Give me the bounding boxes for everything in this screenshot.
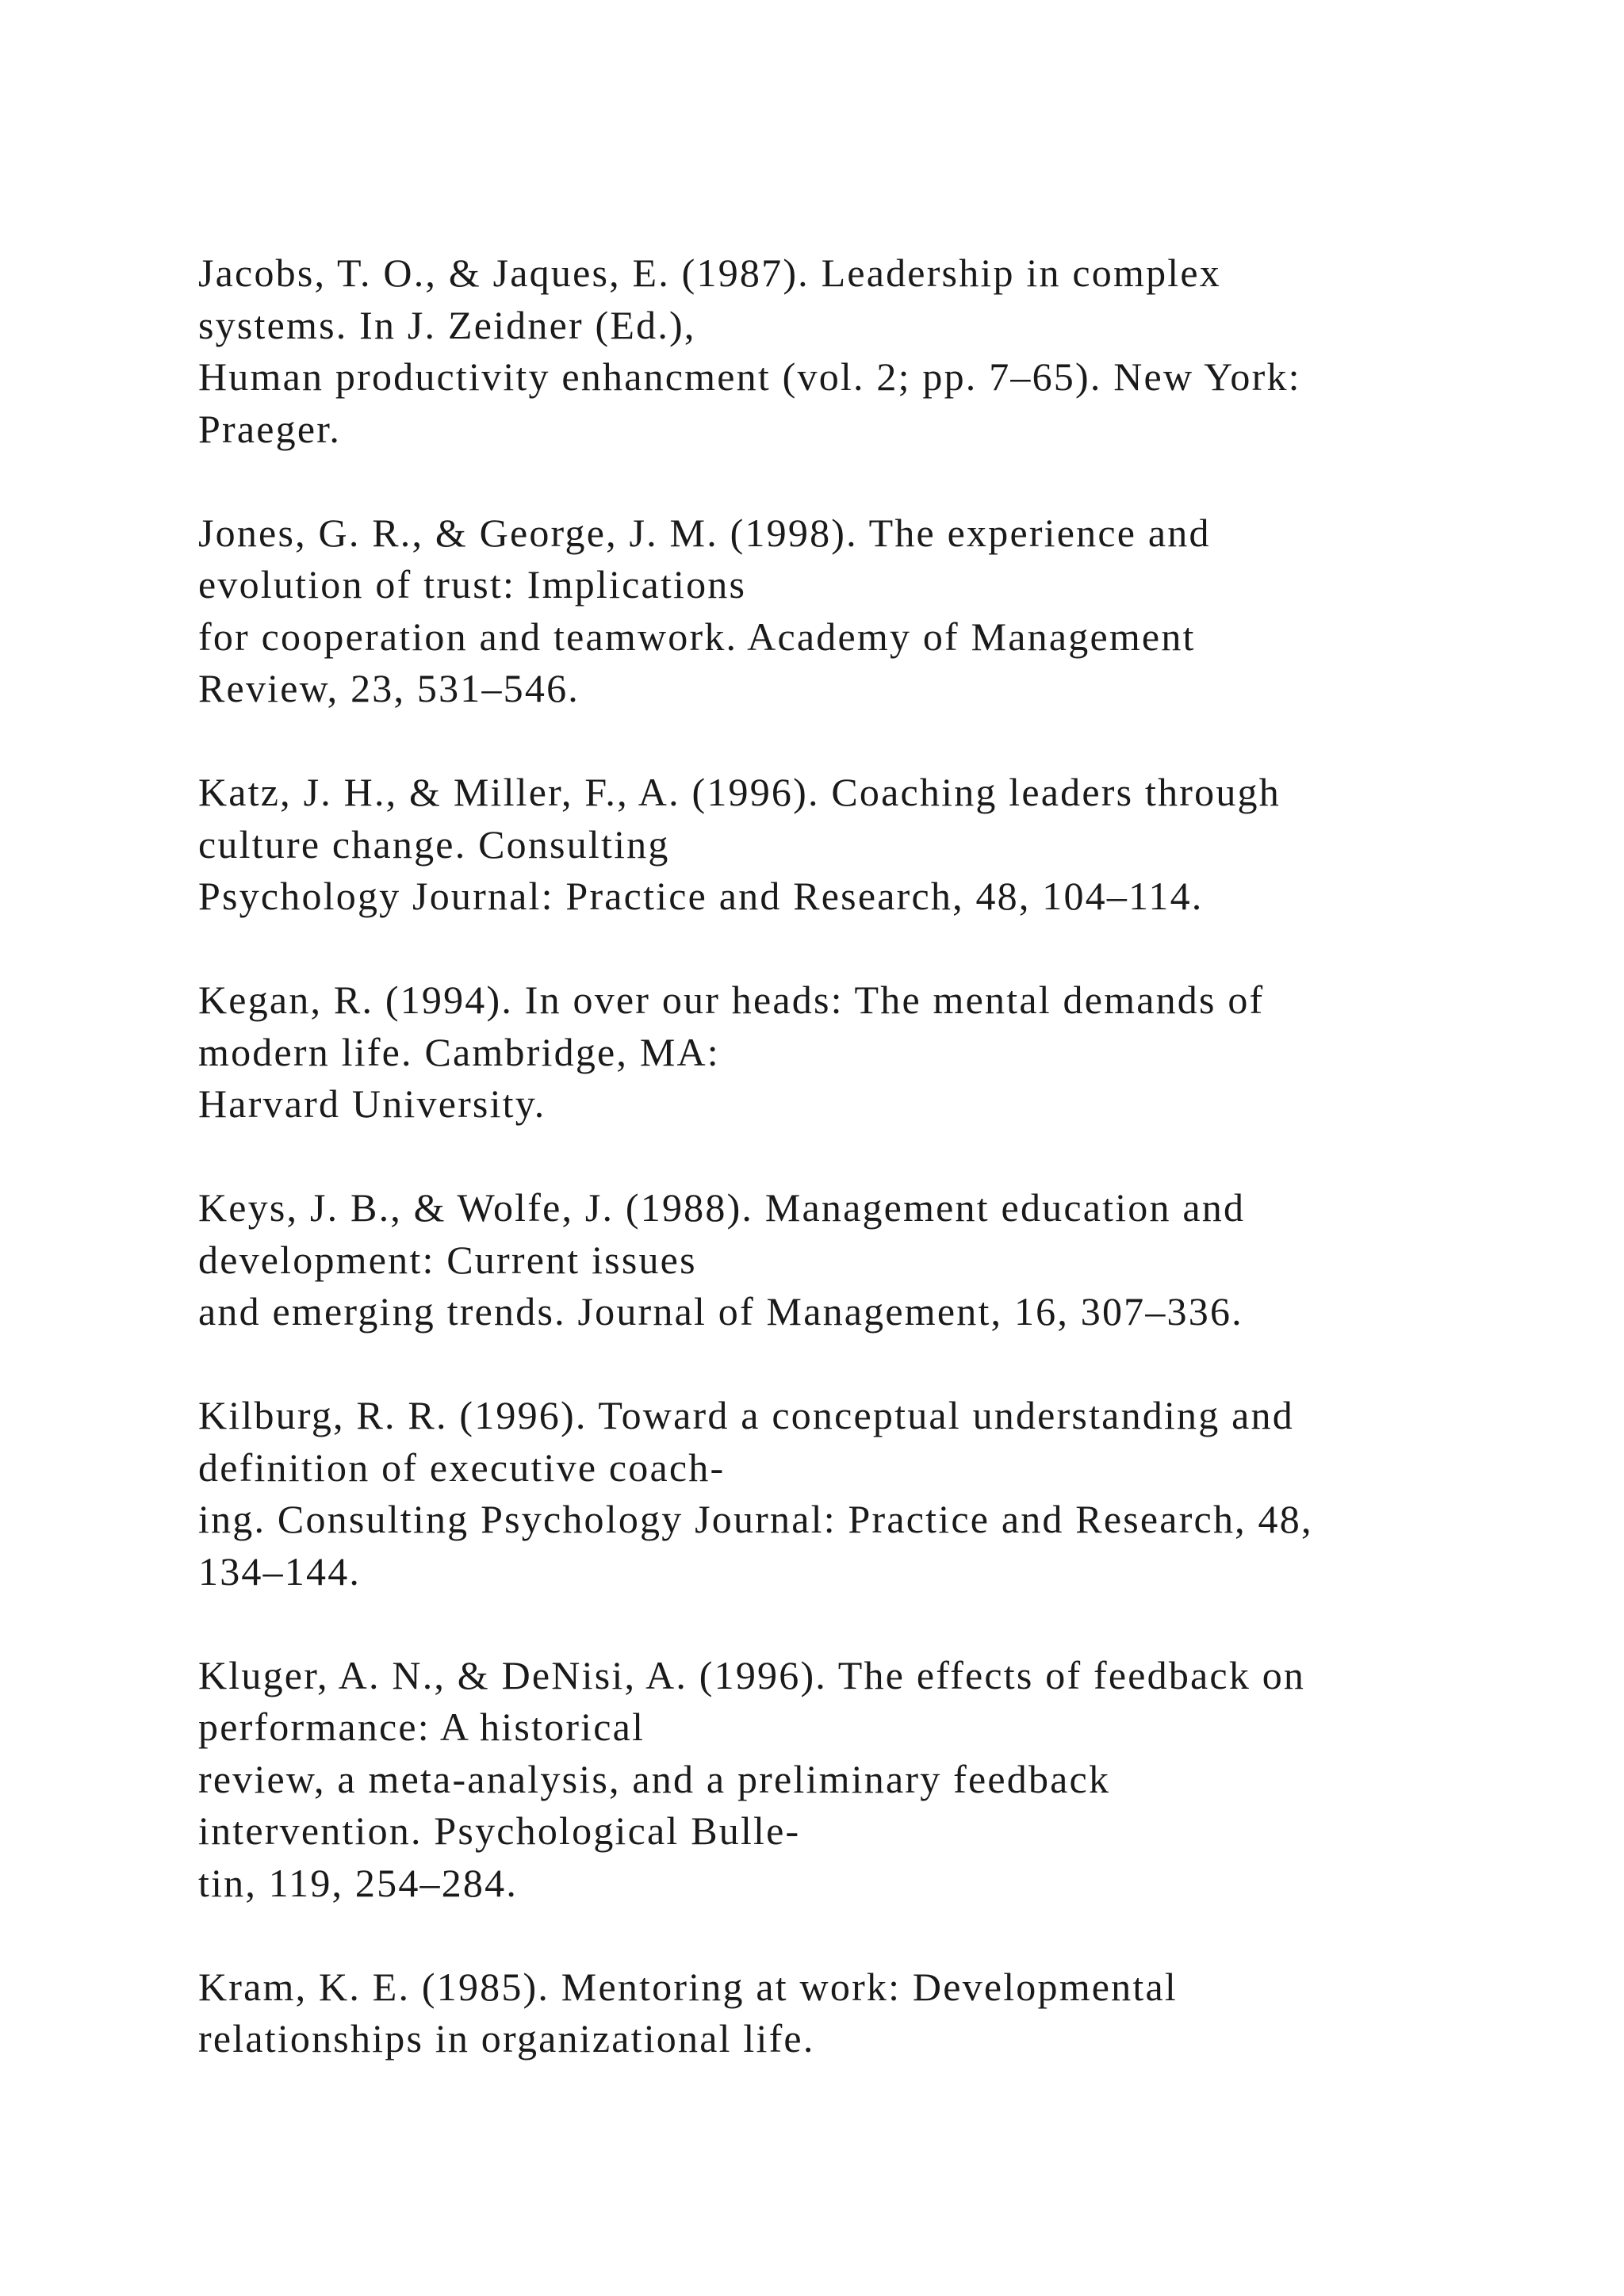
reference-line: Kilburg, R. R. (1996). Toward a conceptual understanding and (198, 1393, 1294, 1437)
reference-line: performance: A historical (198, 1705, 645, 1749)
reference-line: Review, 23, 531–546. (198, 666, 580, 710)
reference-line: and emerging trends. Journal of Management, 16, 307–336. (198, 1289, 1243, 1334)
reference-line: for cooperation and teamwork. Academy of Management (198, 614, 1196, 659)
reference-line: systems. In J. Zeidner (Ed.), (198, 302, 696, 347)
reference-line: Jones, G. R., & George, J. M. (1998). The experience and (198, 510, 1211, 555)
reference-line: tin, 119, 254–284. (198, 1860, 519, 1905)
reference-line: Kegan, R. (1994). In over our heads: The mental demands of (198, 978, 1265, 1022)
reference-line: relationships in organizational life. (198, 2016, 815, 2061)
reference-line: evolution of trust: Implications (198, 562, 747, 607)
reference-line: review, a meta-analysis, and a preliminary feedback (198, 1756, 1111, 1801)
reference-list (198, 247, 1546, 2117)
reference-entry (198, 974, 1546, 1131)
reference-line: 134–144. (198, 1548, 362, 1594)
reference-line: culture change. Consulting (198, 821, 670, 867)
reference-line: Keys, J. B., & Wolfe, J. (1988). Management education and (198, 1185, 1246, 1230)
reference-entry (198, 1961, 1546, 2065)
reference-line: ing. Consulting Psychology Journal: Practice and Research, 48, (198, 1497, 1313, 1541)
reference-entry (198, 507, 1546, 715)
reference-line: Kluger, A. N., & DeNisi, A. (1996). The effects of feedback on (198, 1652, 1306, 1697)
reference-entry (198, 247, 1546, 455)
reference-entry (198, 1390, 1546, 1598)
reference-line: modern life. Cambridge, MA: (198, 1029, 720, 1074)
reference-entry (198, 767, 1546, 923)
reference-line: Human productivity enhancment (vol. 2; pp. 7–65). New York: (198, 354, 1301, 399)
reference-line: Psychology Journal: Practice and Research, 48, 104–114. (198, 874, 1204, 918)
reference-line: Harvard University. (198, 1081, 546, 1126)
reference-line: Praeger. (198, 406, 342, 451)
reference-line: development: Current issues (198, 1237, 697, 1282)
reference-entry (198, 1182, 1546, 1338)
reference-line: definition of executive coach- (198, 1445, 726, 1490)
reference-line: Jacobs, T. O., & Jaques, E. (1987). Leadership in complex (198, 251, 1221, 295)
reference-entry (198, 1650, 1546, 1910)
reference-line: Kram, K. E. (1985). Mentoring at work: Developmental (198, 1964, 1178, 2009)
reference-line: Katz, J. H., & Miller, F., A. (1996). Coaching leaders through (198, 770, 1281, 814)
reference-line: intervention. Psychological Bulle- (198, 1808, 801, 1853)
